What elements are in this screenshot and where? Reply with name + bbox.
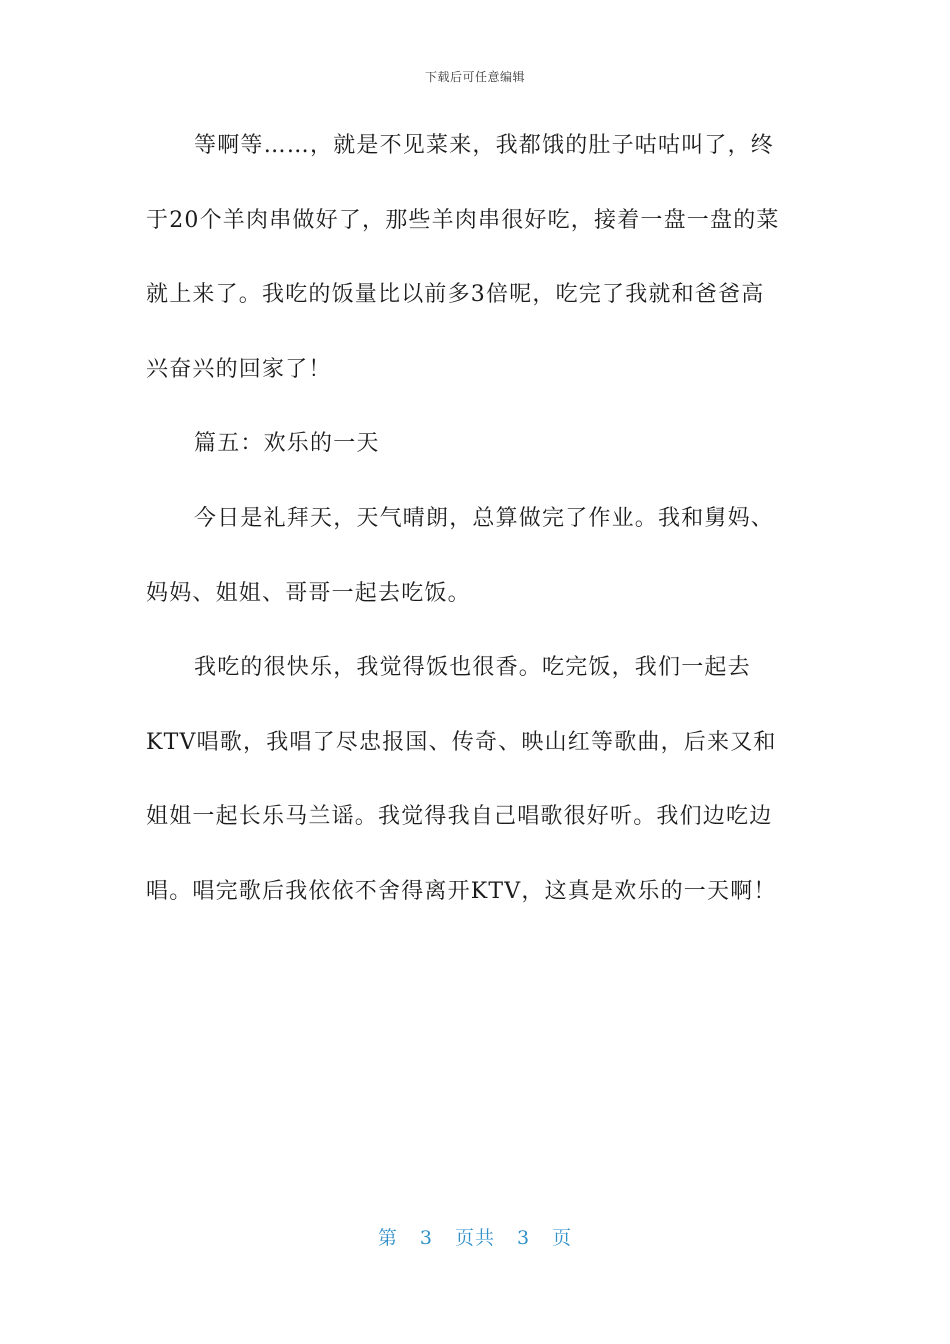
page-footer bbox=[0, 1223, 950, 1250]
page-total: 3 bbox=[517, 1227, 531, 1249]
paragraph-line: 今日是礼拜天，天气晴朗，总算做完了作业。我和舅妈、 bbox=[194, 505, 775, 531]
page-label-prefix: 第 bbox=[377, 1227, 398, 1249]
paragraph-line: 姐姐一起长乐马兰谣。我觉得我自己唱歌很好听。我们边吃边 bbox=[146, 804, 773, 830]
paragraph-line: 等啊等……，就是不见菜来，我都饿的肚子咕咕叫了，终 bbox=[194, 133, 775, 158]
paragraph-line: 妈妈、姐姐、哥哥一起去吃饭。 bbox=[146, 580, 471, 606]
paragraph-line: 兴奋兴的回家了！ bbox=[146, 356, 332, 382]
page-label-suffix: 页 bbox=[552, 1227, 573, 1249]
page-number: 3 bbox=[419, 1227, 433, 1249]
download-note: 下载后可任意编辑 bbox=[424, 70, 525, 84]
paragraph-line: 我吃的很快乐，我觉得饭也很香。吃完饭，我们一起去 bbox=[194, 655, 751, 681]
paragraph-line: 唱。唱完歌后我依依不舍得离开KTV，这真是欢乐的一天啊！ bbox=[146, 878, 777, 904]
paragraph-line: KTV唱歌，我唱了尽忠报国、传奇、映山红等歌曲，后来又和 bbox=[146, 729, 777, 755]
section-heading: 篇五：欢乐的一天 bbox=[194, 431, 380, 457]
document-body bbox=[146, 121, 806, 942]
paragraph-line: 就上来了。我吃的饭量比以前多3倍呢，吃完了我就和爸爸高 bbox=[146, 282, 765, 308]
paragraph-line: 于20个羊肉串做好了，那些羊肉串很好吃，接着一盘一盘的菜 bbox=[146, 207, 780, 233]
page-label-mid: 页共 bbox=[454, 1227, 495, 1249]
